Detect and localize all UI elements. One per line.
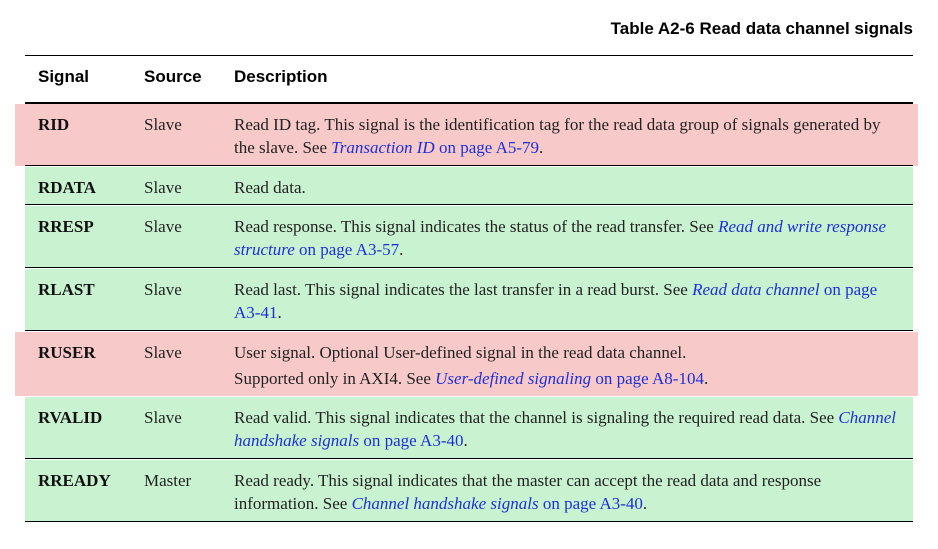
row-divider	[25, 204, 913, 205]
page-reference-link[interactable]: on page A3-57	[294, 240, 400, 259]
signal-source: Slave	[144, 178, 182, 197]
signal-source: Slave	[144, 343, 182, 362]
signal-name: RLAST	[38, 280, 95, 299]
table-row	[25, 269, 913, 331]
cross-reference-link[interactable]: Transaction ID	[331, 138, 435, 157]
row-divider	[25, 458, 913, 459]
signal-name: RRESP	[38, 217, 94, 236]
signal-description: Read ready. This signal indicates that the master can accept the read data and response information. See Channel handshake signals on page A3-40.	[234, 471, 822, 513]
page-reference-link[interactable]: on page A3-41	[234, 280, 878, 322]
signal-name: RID	[38, 115, 70, 134]
cross-reference-link[interactable]: Read and write response structure	[234, 217, 886, 259]
signal-source: Master	[144, 471, 192, 490]
page-reference-link[interactable]: on page A3-40	[359, 431, 464, 450]
row-divider	[25, 521, 913, 522]
page-reference-link[interactable]: on page A8-104	[591, 369, 704, 388]
column-header-signal: Signal	[38, 67, 90, 86]
signal-description: Read last. This signal indicates the last transfer in a read burst. See Read data channel on page A3-41.	[234, 280, 878, 322]
column-header-description: Description	[234, 67, 328, 86]
signal-name: RUSER	[38, 343, 96, 362]
table-caption: Table A2-6 Read data channel signals	[610, 19, 913, 38]
table-row	[25, 397, 913, 459]
signal-description: Read ID tag. This signal is the identification tag for the read data group of signals generated by the slave. See Transaction ID on page A5-79.	[234, 115, 881, 157]
row-divider	[25, 330, 913, 331]
cross-reference-link[interactable]: User-defined signaling	[435, 369, 592, 388]
signal-description: Read data.	[234, 178, 306, 197]
table-row	[25, 460, 913, 522]
page-reference-link[interactable]: on page A5-79	[434, 138, 540, 157]
page-reference-link[interactable]: on page A3-40	[538, 494, 643, 513]
signal-description: User signal. Optional User-defined signal in the read data channel. Supported only in AXI4. See User-defined signaling on page A8-104.	[234, 343, 709, 388]
table-row	[25, 206, 913, 268]
table-row	[25, 167, 913, 205]
signal-source: Slave	[144, 217, 182, 236]
table-row	[15, 104, 918, 166]
signal-description: Read response. This signal indicates the status of the read transfer. See Read and write response structure on page A3-57.	[234, 217, 886, 259]
signal-source: Slave	[144, 408, 182, 427]
cross-reference-link[interactable]: Read data channel	[692, 280, 820, 299]
signal-source: Slave	[144, 280, 182, 299]
top-rule	[25, 55, 913, 56]
signal-source: Slave	[144, 115, 182, 134]
table-row	[15, 332, 918, 396]
signal-name: RDATA	[38, 178, 96, 197]
cross-reference-link[interactable]: Channel handshake signals	[234, 408, 897, 450]
row-divider	[25, 165, 913, 166]
signal-description: Read valid. This signal indicates that the channel is signaling the required read data. See Channel handshake signals on page A3-40.	[234, 408, 897, 450]
column-header-source: Source	[144, 67, 202, 86]
signal-name: RREADY	[38, 471, 111, 490]
signal-name: RVALID	[38, 408, 103, 427]
cross-reference-link[interactable]: Channel handshake signals	[351, 494, 539, 513]
row-divider	[25, 267, 913, 268]
